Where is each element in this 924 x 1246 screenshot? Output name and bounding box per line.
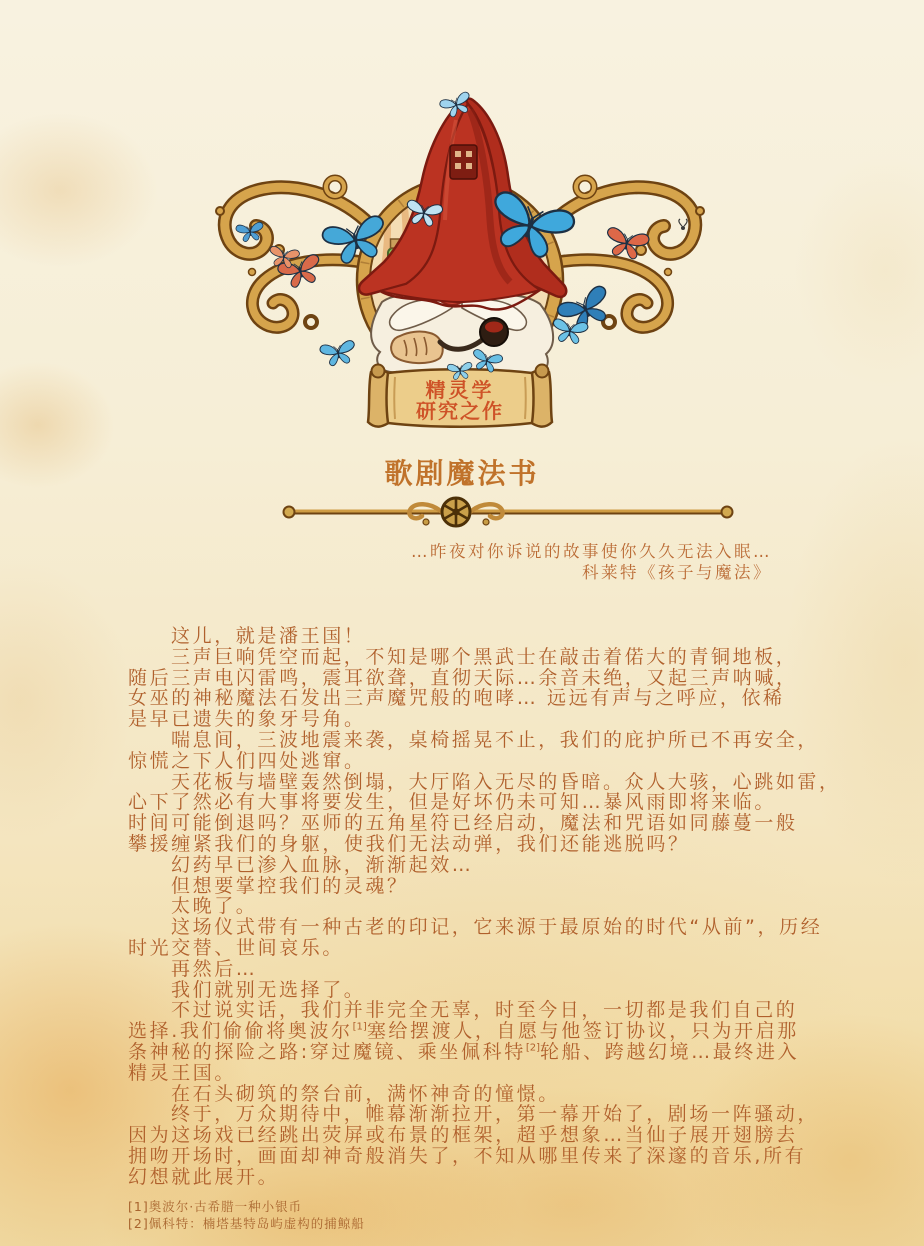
body-line: 随后三声电闪雷鸣，震耳欲聋，直彻天际…余音未绝，又起三声呐喊， (128, 666, 798, 689)
fly-doodle-icon (679, 219, 687, 230)
gnome-hand (391, 332, 443, 364)
body-line: 幻药早已渗入血脉，渐渐起效… (171, 853, 474, 876)
body-text (128, 626, 848, 1188)
body-line: 三声巨响凭空而起，不知是哪个黑武士在敲击着偌大的青铜地板， (171, 645, 798, 668)
body-line: 在石头砌筑的祭台前，满怀神奇的憧憬。 (171, 1082, 560, 1105)
body-line: 选择.我们偷偷将奥波尔[1]塞给摆渡人，自愿与他签订协议，只为开启那 (128, 1020, 799, 1043)
footnote-ref: [2] (525, 1042, 540, 1054)
body-line: 惊慌之下人们四处逃窜。 (128, 749, 366, 772)
body-line: 终于，万众期待中，帷幕渐渐拉开，第一幕开始了，剧场一阵骚动， (171, 1103, 820, 1126)
butterfly-icon (319, 340, 357, 368)
epigraph-attribution: 科莱特《孩子与魔法》 (582, 563, 772, 582)
ornament-divider (280, 494, 736, 530)
body-line: 不过说实话，我们并非完全无辜，时至今日，一切都是我们自己的 (171, 999, 798, 1022)
body-line: 拥吻开场时，画面却神奇般消失了，不知从哪里传来了深邃的音乐,所有 (128, 1144, 807, 1167)
footnote-1: [1]奥波尔·古希腊一种小银币 (128, 1199, 303, 1214)
body-line: 精灵王国。 (128, 1061, 237, 1084)
gnome-wizard-illustration (0, 90, 924, 438)
footnote-2: [2]佩科特：楠塔基特岛屿虚构的捕鲸船 (128, 1216, 365, 1231)
footnote-ref: [1] (352, 1021, 367, 1033)
body-line: 太晚了。 (171, 895, 258, 918)
body-line: 攀援缠紧我们的身躯，使我们无法动弹，我们还能逃脱吗？ (128, 832, 690, 855)
body-line: 是早已遗失的象牙号角。 (128, 708, 366, 731)
butterfly-icon (551, 318, 588, 344)
body-line: 但想要掌控我们的灵魂？ (171, 874, 409, 897)
body-line: 时间可能倒退吗？巫师的五角星符已经启动，魔法和咒语如同藤蔓一般 (128, 812, 798, 835)
body-line: 幻想就此展开。 (128, 1165, 280, 1188)
body-line: 这场仪式带有一种古老的印记，它来源于最原始的时代“从前”，历经 (171, 916, 823, 939)
body-line: 这儿，就是潘王国！ (171, 625, 366, 647)
epigraph (411, 541, 772, 583)
gear-divider-icon (442, 498, 470, 526)
body-line: 因为这场戏已经跳出荧屏或布景的框架，超乎想象…当仙子展开翅膀去 (128, 1124, 798, 1147)
body-line: 我们就别无选择了。 (171, 978, 366, 1001)
banner-text-line2: 研究之作 (416, 399, 504, 423)
body-line: 条神秘的探险之路:穿过魔镜、乘坐佩科特[2]轮船、跨越幻境…最终进入 (128, 1040, 800, 1063)
body-line: 女巫的神秘魔法石发出三声魔咒般的咆哮… 远远有声与之呼应，依稀 (128, 687, 785, 710)
body-line: 时光交替、世间哀乐。 (128, 936, 345, 959)
banner-text-line1: 精灵学 (425, 378, 495, 402)
body-line: 喘息间，三波地震来袭，桌椅摇晃不止，我们的庇护所已不再安全， (171, 728, 820, 751)
epigraph-quote: …昨夜对你诉说的故事使你久久无法入眠… (411, 542, 772, 561)
body-line: 心下了然必有大事将要发生，但是好坏仍未可知…暴风雨即将来临。 (128, 791, 777, 814)
page-title: 歌剧魔法书 (384, 457, 540, 490)
body-line: 天花板与墙壁轰然倒塌，大厅陷入无尽的昏暗。众人大骇，心跳如雷， (171, 770, 841, 793)
body-line: 再然后… (171, 957, 258, 980)
footnotes (128, 1198, 365, 1232)
